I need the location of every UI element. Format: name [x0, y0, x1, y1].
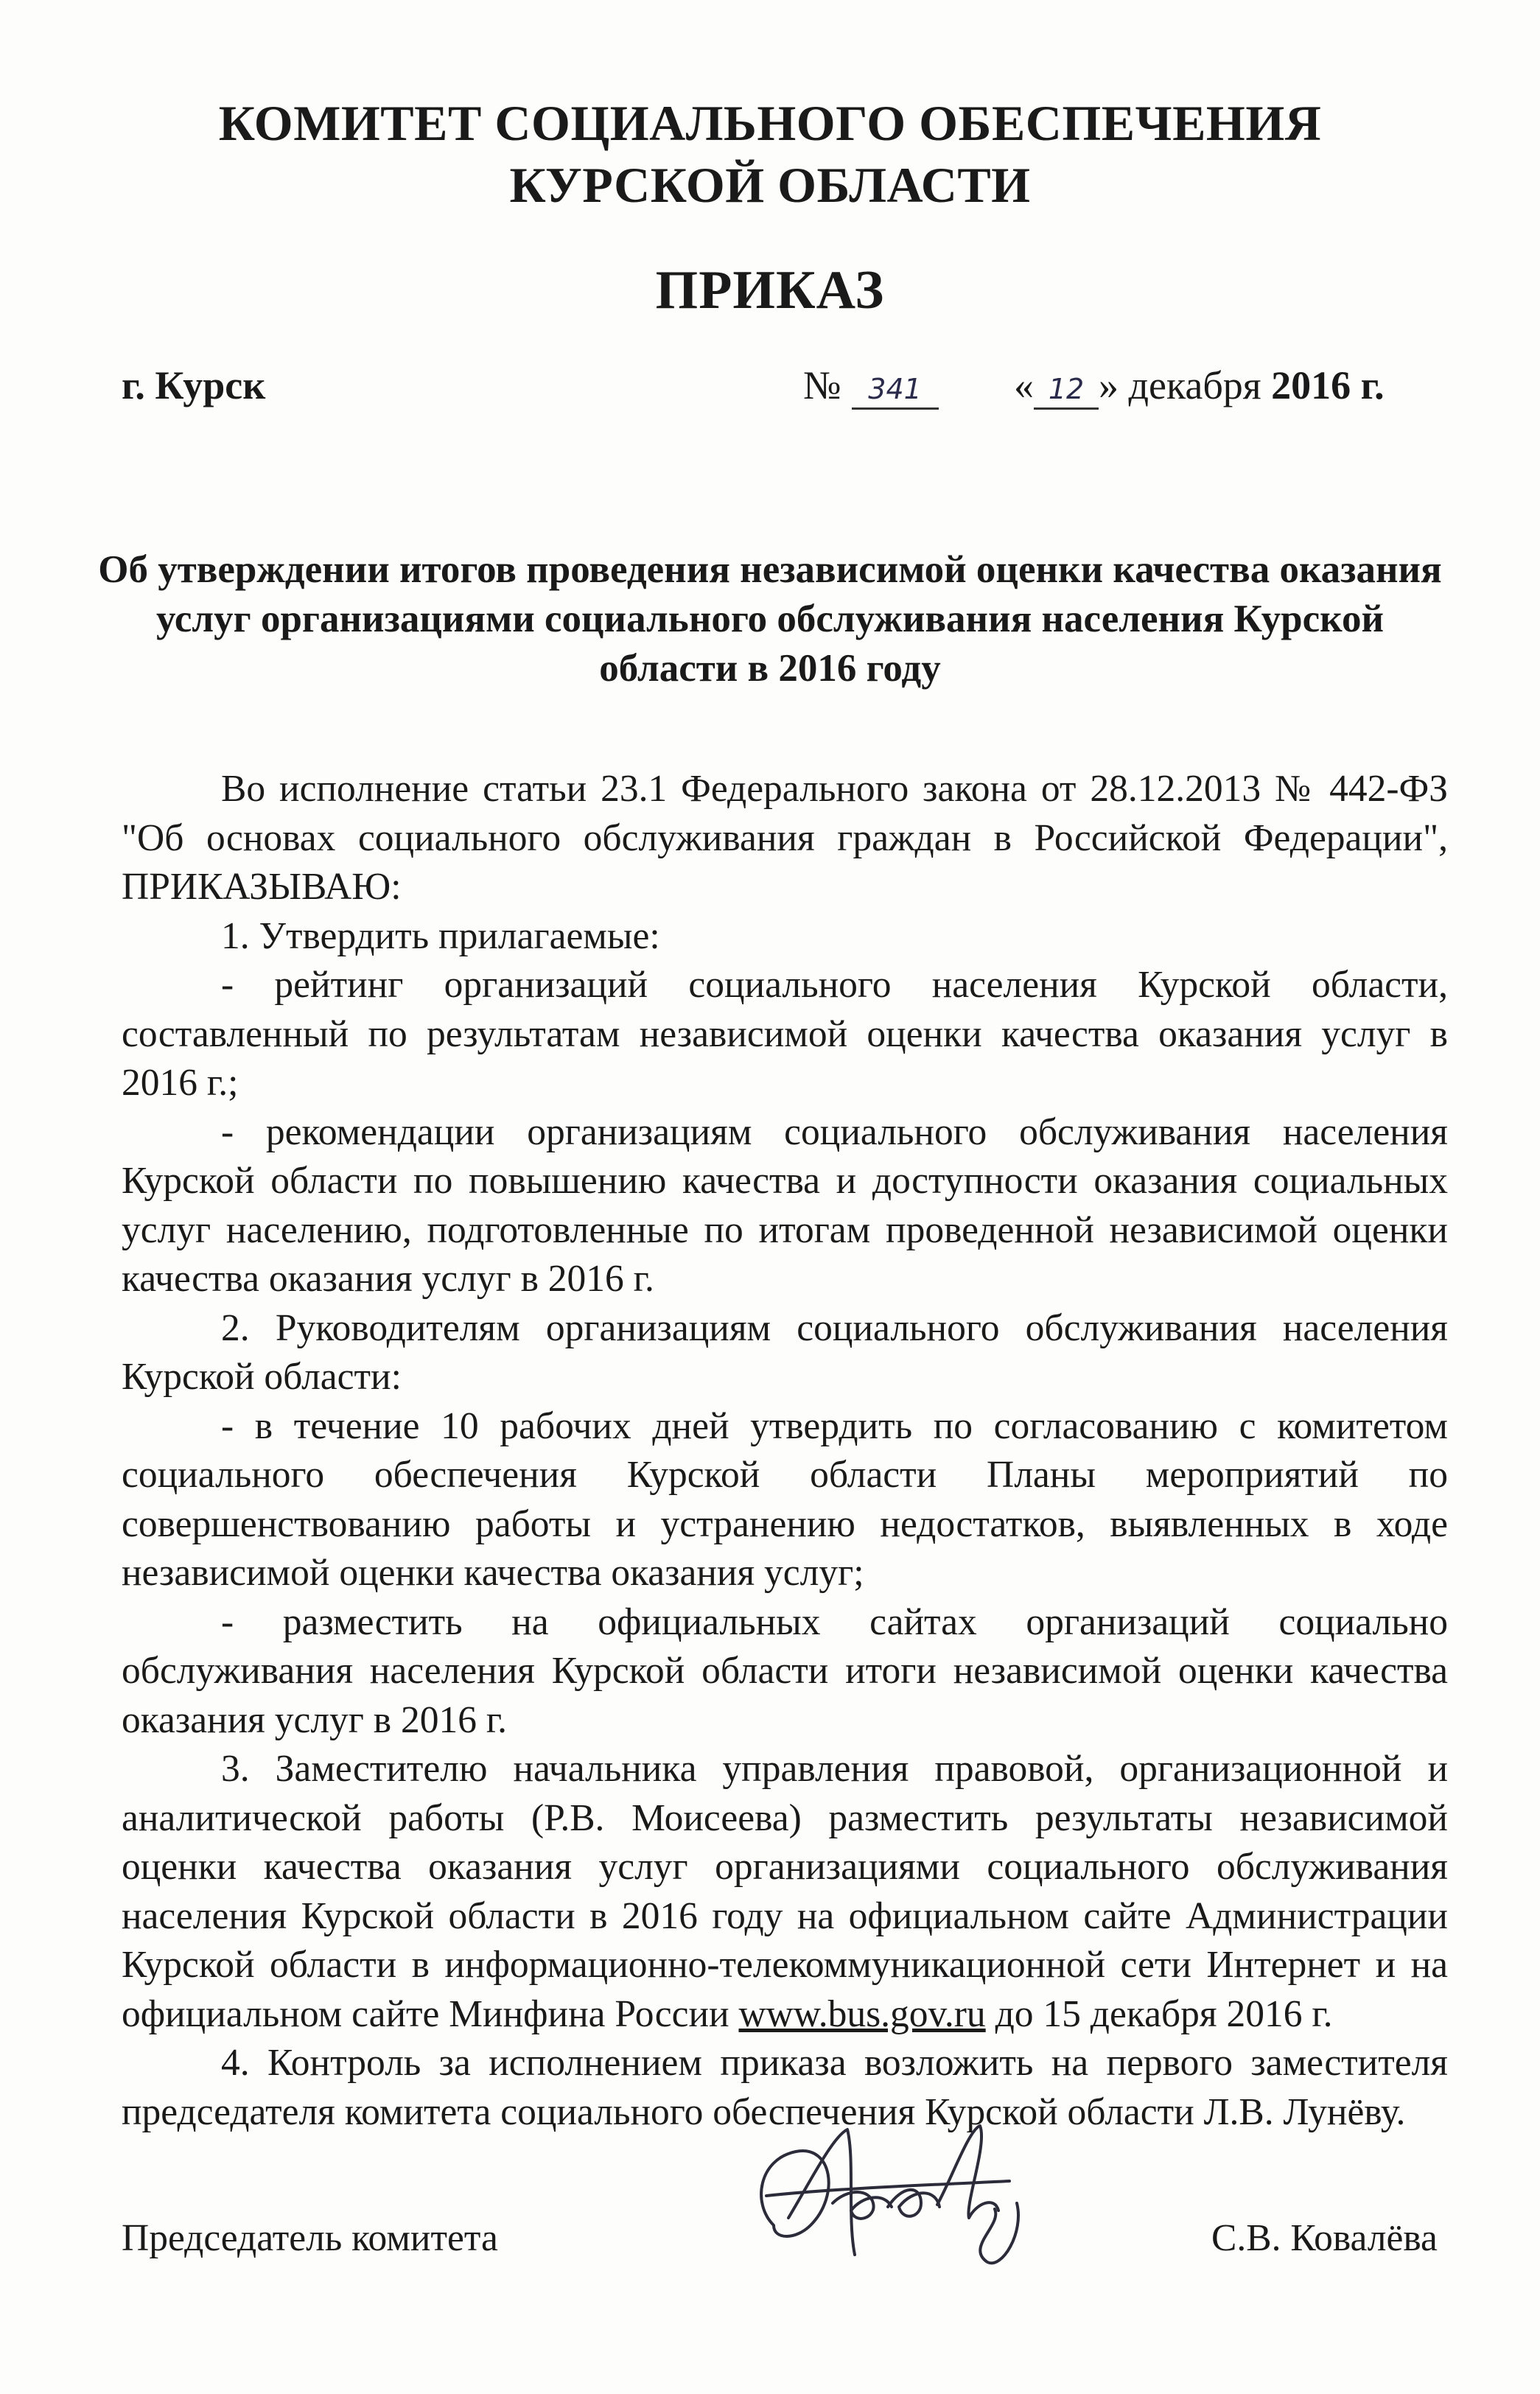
order-number [803, 363, 939, 410]
order-date [1014, 363, 1385, 410]
item-1-subitem-recommendations: - рекомендации организациям социального обслуживания населения Курской области по повышению качества и доступности оказания социальных услуг населению, подготовленные по итогам проведенной независимой оценки качества оказания услуг в 2016 г. [122, 1110, 1448, 1300]
item-3 [122, 1745, 1448, 2039]
organization-name-line1: КОМИТЕТ СОЦИАЛЬНОГО ОБЕСПЕЧЕНИЯ [218, 95, 1322, 151]
order-body [122, 765, 1448, 2137]
item-1: 1. Утвердить прилагаемые: [221, 914, 660, 957]
item-2-subitem-plans: - в течение 10 рабочих дней утвердить по согласованию с комитетом социального обеспечения Курской области Планы мероприятий по совершенствованию работы и устранению недостатков, выявленных в ходе независимой оценки качества оказания услуг; [122, 1404, 1448, 1594]
document-type-heading: ПРИКАЗ [655, 260, 885, 321]
date-month: » декабря [1099, 363, 1261, 407]
organization-name-line2: КУРСКОЙ ОБЛАСТИ [509, 157, 1031, 213]
item-2-subitem-publish: - разместить на официальных сайтах организаций социально обслуживания населения Курской области итоги независимой оценки качества оказания услуг в 2016 г. [122, 1600, 1448, 1741]
date-year: 2016 г. [1271, 363, 1385, 407]
item-4: 4. Контроль за исполнением приказа возложить на первого заместителя председателя комитета социального обеспечения Курской области Л.В. Лунёву. [122, 2042, 1448, 2133]
order-number-handwritten: 341 [852, 371, 939, 410]
signer-position: Председатель комитета [122, 2217, 498, 2259]
city-label: г. Курск [122, 363, 266, 407]
item-3-deadline: до 15 декабря 2016 г. [995, 1992, 1333, 2035]
date-open-quote: « [1014, 363, 1034, 407]
item-1-subitem-rating: - рейтинг организаций социального населения Курской области, составленный по результатам независимой оценки качества оказания услуг в 2016 г.; [122, 964, 1448, 1104]
date-day-handwritten: 12 [1034, 371, 1099, 410]
preamble-paragraph: Во исполнение статьи 23.1 Федерального закона от 28.12.2013 № 442-ФЗ "Об основах социального обслуживания граждан в Российской Федерации", ПРИКАЗЫВАЮ: [122, 768, 1448, 908]
bus-gov-link[interactable]: www.bus.gov.ru [738, 1992, 986, 2035]
item-2: 2. Руководителям организациям социального обслуживания населения Курской области: [122, 1306, 1448, 1398]
order-title: Об утверждении итогов проведения независимой оценки качества оказания услуг организациями социального обслуживания населения Курской области в 2016 году [98, 548, 1442, 690]
number-sign: № [803, 363, 841, 407]
handwritten-signature [744, 2115, 1054, 2284]
item-3-text: 3. Заместителю начальника управления правовой, организационной и аналитической работы (Р.В. Моисеева) разместить результаты независимой оценки качества оказания услуг организациями социального обслуживания населения Курской области в 2016 году на официальном сайте Администрации Курской области в информационно-телекоммуникационной сети Интернет и на официальном сайте Минфина России [122, 1748, 1448, 2035]
signer-name: С.В. Ковалёва [1211, 2217, 1438, 2259]
